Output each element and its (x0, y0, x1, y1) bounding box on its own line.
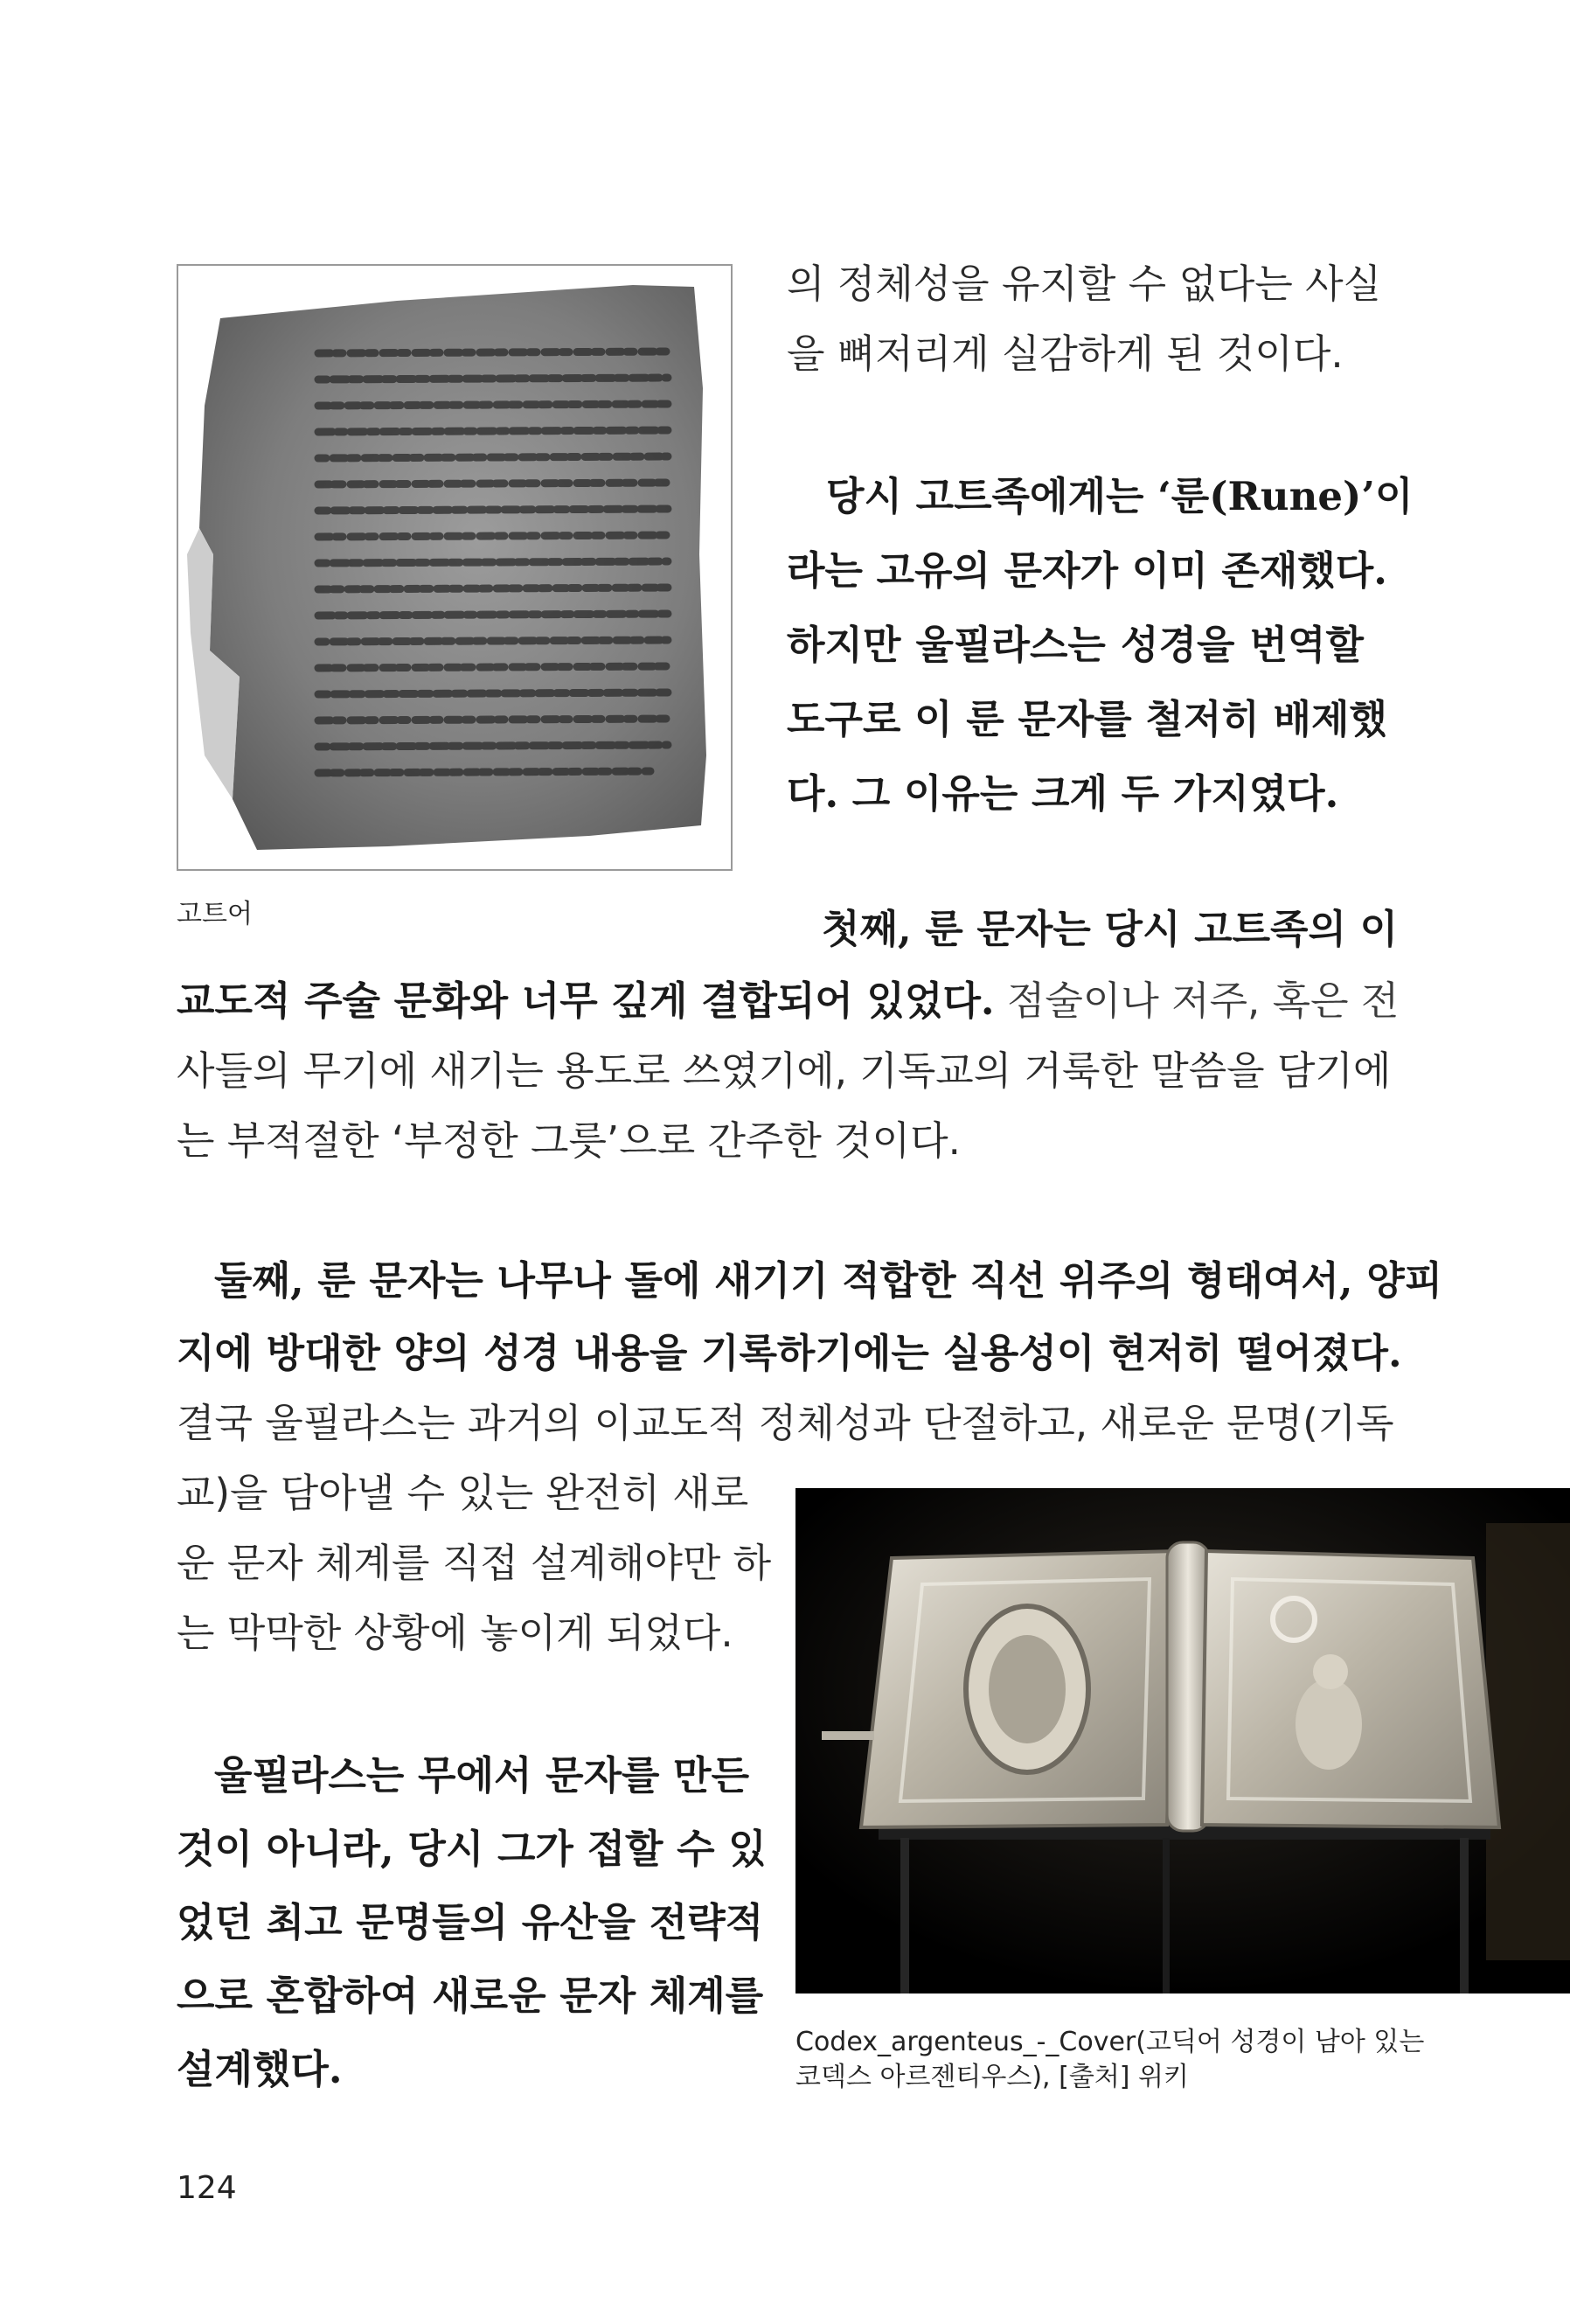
figure2-caption-line1: Codex_argenteus_-_Cover(고딕어 성경이 남아 있는 (795, 2027, 1425, 2057)
paragraph-line: 지에 방대한 양의 성경 내용을 기록하기에는 실용성이 현저히 떨어졌다. (177, 1330, 1402, 1376)
page-number: 124 (177, 2170, 237, 2206)
figure1-caption: 고트어 (177, 899, 253, 929)
paragraph-line: 결국 울필라스는 과거의 이교도적 정체성과 단절하고, 새로운 문명(기독 (177, 1400, 1394, 1446)
paragraph-line: 는 부적절한 ‘부정한 그릇’으로 간주한 것이다. (177, 1117, 961, 1164)
bold-run: 교도적 주술 문화와 너무 깊게 결합되어 있었다. (177, 978, 995, 1024)
paragraph-line: 었던 최고 문명들의 유산을 전략적 (177, 1899, 764, 1945)
paragraph-line: 도구로 이 룬 문자를 철저히 배제했 (787, 696, 1387, 742)
paragraph-line (177, 978, 1400, 1024)
codex-argenteus-photo (795, 1488, 1570, 1993)
codex-argenteus-figure (795, 1488, 1570, 1993)
paragraph-line: 교)을 담아낼 수 있는 완전히 새로 (177, 1470, 749, 1516)
paragraph-line: 다. 그 이유는 크게 두 가지였다. (787, 770, 1339, 817)
paragraph-line: 사들의 무기에 새기는 용도로 쓰였기에, 기독교의 거룩한 말씀을 담기에 (177, 1047, 1392, 1094)
paragraph-line: 운 문자 체계를 직접 설계해야만 하 (177, 1540, 772, 1586)
paragraph-line: 의 정체성을 유지할 수 없다는 사실 (787, 261, 1382, 307)
paragraph-line: 둘째, 룬 문자는 나무나 돌에 새기기 적합한 직선 위주의 형태여서, 양피 (214, 1257, 1443, 1304)
paragraph-line: 당시 고트족에게는 ‘룬(Rune)’이 (826, 473, 1414, 519)
paragraph-line: 으로 혼합하여 새로운 문자 체계를 (177, 1973, 764, 2019)
paragraph-line: 울필라스는 무에서 문자를 만든 (214, 1752, 750, 1799)
paragraph-line: 을 뼈저리게 실감하게 된 것이다. (787, 331, 1344, 377)
paragraph-line: 설계했다. (177, 2046, 343, 2092)
plain-run: 점술이나 저주, 혹은 전 (994, 978, 1400, 1024)
gothic-manuscript-figure (177, 264, 733, 871)
figure2-caption-line2: 코덱스 아르젠티우스), [출처] 위키 (795, 2062, 1189, 2092)
gothic-manuscript-image (178, 266, 731, 869)
paragraph-line: 는 막막한 상황에 놓이게 되었다. (177, 1610, 733, 1656)
paragraph-line: 것이 아니라, 당시 그가 접할 수 있 (177, 1826, 767, 1872)
paragraph-line: 라는 고유의 문자가 이미 존재했다. (787, 547, 1387, 594)
paragraph-line: 하지만 울필라스는 성경을 번역할 (787, 622, 1364, 668)
paragraph-line: 첫째, 룬 문자는 당시 고트족의 이 (822, 906, 1399, 952)
